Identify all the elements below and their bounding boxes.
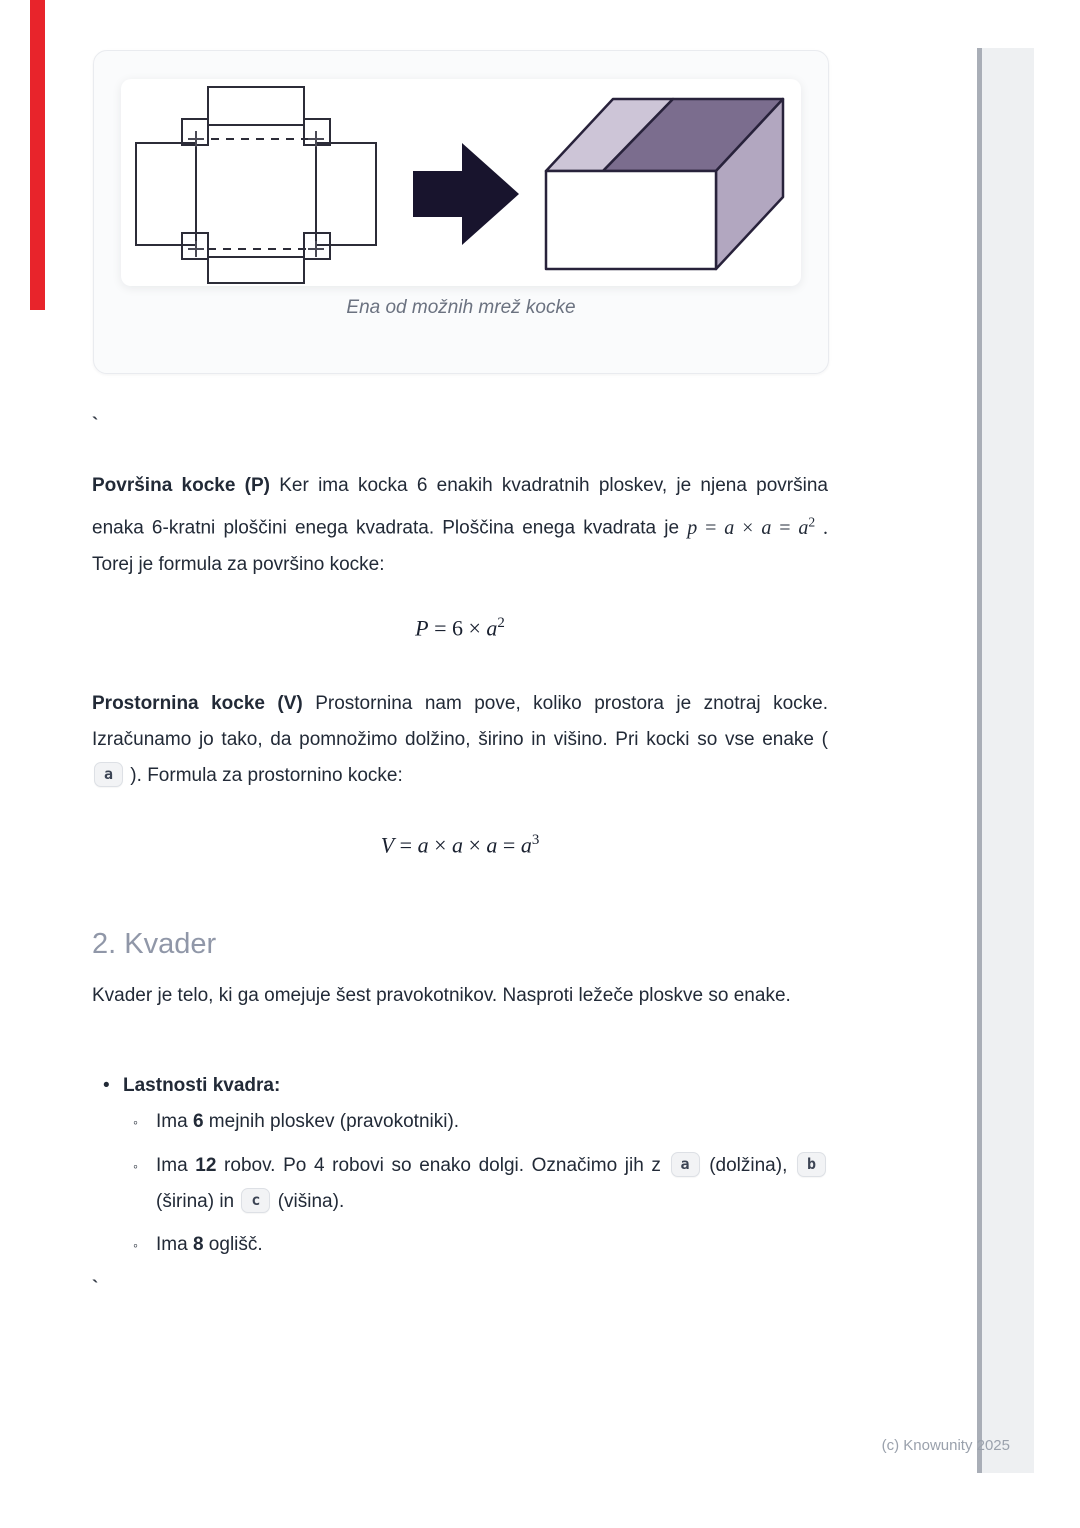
- volume-body-before: Prostornina nam pove, koliko prostora je znotraj kocke. Izračunamo jo tako, da pomnožimo dolžino, širino in višino. Pri kocki so vse enake (: [92, 693, 829, 750]
- list-item: [92, 1068, 828, 1104]
- red-accent-stripe: [30, 0, 45, 310]
- section-heading-kvader: 2. Kvader: [92, 928, 217, 960]
- stray-backtick: `: [92, 415, 99, 436]
- surface-after-formula: Torej je formula za površino kocke:: [92, 553, 385, 575]
- surface-body: Ker ima kocka 6 enakih kvadratnih ploskev, je njena površina enaka 6-kratni ploščini enega kvadrata. Ploščina enega kvadrata je: [92, 475, 828, 539]
- cube-3d-drawing: [546, 99, 783, 269]
- cube-net-drawing: [136, 87, 376, 283]
- list-item: [92, 1104, 828, 1140]
- list-item-text: Ima 12 robov. Po 4 robovi so enako dolgi. Označimo jih z a (dolžina), b (širina) in c (višina).: [156, 1148, 828, 1220]
- volume-paragraph: [92, 686, 828, 794]
- list-item-text: Ima 8 oglišč.: [156, 1234, 263, 1255]
- copyright-text: (c) Knowunity 2025: [881, 1437, 1010, 1454]
- circle-bullet-icon: ◦: [133, 1114, 138, 1130]
- list-item-text: Ima 6 mejnih ploskev (pravokotniki).: [156, 1111, 460, 1132]
- surface-paragraph: [92, 468, 828, 583]
- list-title: Lastnosti kvadra:: [123, 1075, 281, 1096]
- code-chip-c: c: [241, 1188, 270, 1213]
- surface-inline-formula: $p = a \times a = a^2$ .: [687, 514, 829, 539]
- cube-net-svg: [121, 79, 801, 286]
- volume-body-after: ). Formula za prostornino kocke:: [125, 765, 403, 786]
- kvader-property-list: [92, 1068, 828, 1263]
- figure-card: [93, 50, 829, 374]
- figure-caption: Ena od možnih mrež kocke: [346, 297, 576, 318]
- kvader-intro: Kvader je telo, ki ga omejuje šest pravokotnikov. Nasproti ležeče ploskve so enake.: [92, 985, 791, 1006]
- surface-display-formula: $P = 6 \times a^2$: [415, 615, 505, 641]
- count-bold: 6: [192, 1111, 204, 1132]
- code-chip-a: a: [94, 762, 123, 787]
- list-item: [92, 1148, 828, 1220]
- surface-lead: Površina kocke (P): [92, 475, 270, 496]
- count-bold: 12: [195, 1155, 217, 1176]
- unfold-arrow-icon: [413, 143, 519, 245]
- bullet-icon: •: [103, 1075, 110, 1096]
- code-chip-b: b: [797, 1152, 826, 1177]
- volume-lead: Prostornina kocke (V): [92, 693, 303, 714]
- cube-net-illustration: [121, 79, 801, 286]
- code-chip-a: a: [671, 1152, 700, 1177]
- stray-backtick: `: [92, 1278, 99, 1299]
- circle-bullet-icon: ◦: [133, 1237, 138, 1253]
- scrollbar-track[interactable]: [977, 48, 1034, 1473]
- volume-display-formula: $V = a \times a \times a = a^3$: [380, 832, 540, 858]
- count-bold: 8: [192, 1234, 204, 1255]
- list-item: [92, 1227, 828, 1263]
- circle-bullet-icon: ◦: [133, 1158, 138, 1174]
